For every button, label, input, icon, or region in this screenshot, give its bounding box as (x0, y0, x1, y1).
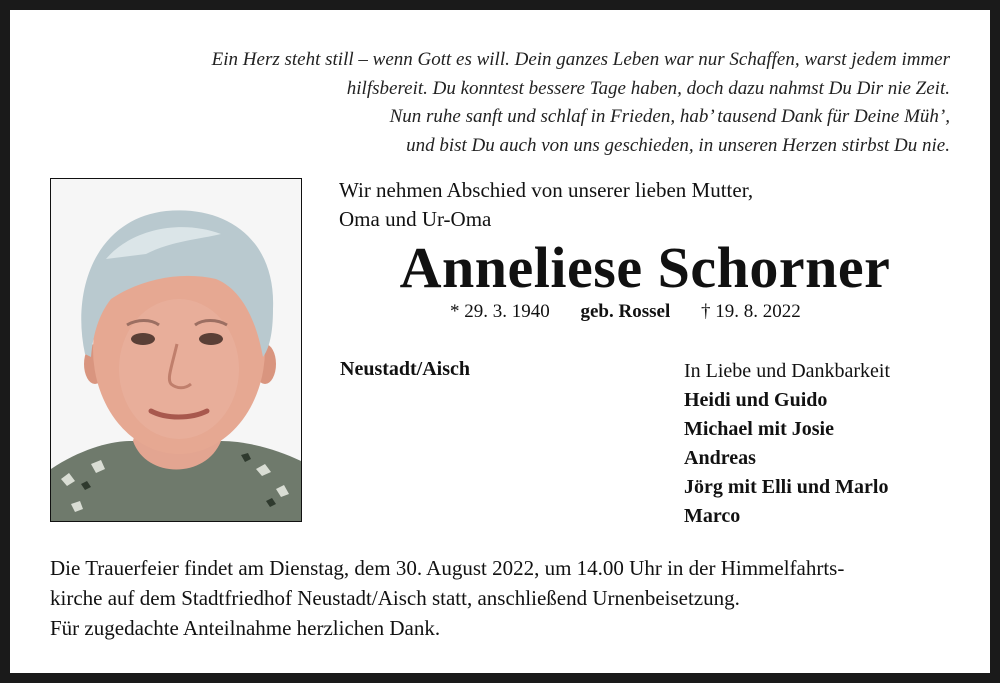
mourner-name: Heidi und Guido (684, 389, 828, 411)
location: Neustadt/Aisch (340, 358, 471, 380)
mourner-name: Michael mit Josie (684, 418, 834, 440)
death-date: † 19. 8. 2022 (700, 301, 801, 322)
birth-date: * 29. 3. 1940 (450, 301, 550, 322)
farewell-intro (339, 176, 753, 234)
poem-line: Nun ruhe sanft und schlaf in Frieden, hab’ tausend Dank für Deine Müh’, (389, 106, 950, 127)
life-dates (450, 301, 801, 323)
mourners-intro: In Liebe und Dankbarkeit (684, 360, 891, 382)
mourner-name: Marco (684, 505, 741, 527)
funeral-notice-line: Für zugedachte Anteilnahme herzlichen Dank. (50, 616, 441, 640)
portrait-illustration (51, 179, 301, 521)
farewell-intro-line: Oma und Ur-Oma (339, 207, 492, 231)
poem-line: und bist Du auch von uns geschieden, in unseren Herzen stirbst Du nie. (406, 134, 950, 156)
mourner-name: Andreas (684, 447, 756, 469)
mourners (684, 357, 890, 531)
mourner-name: Jörg mit Elli und Marlo (684, 476, 889, 498)
maiden-name: geb. Rossel (580, 301, 671, 322)
obituary-card (10, 10, 990, 673)
poem-line: Ein Herz steht still – wenn Gott es will. Dein ganzes Leben war nur Schaffen, warst jedem immer (211, 49, 950, 70)
portrait-photo (50, 178, 302, 522)
funeral-notice (50, 553, 844, 643)
deceased-name: Anneliese Schorner (399, 235, 891, 300)
farewell-intro-line: Wir nehmen Abschied von unserer lieben Mutter, (339, 178, 754, 202)
funeral-notice-line: kirche auf dem Stadtfriedhof Neustadt/Aisch statt, anschließend Urnenbeisetzung. (50, 586, 740, 610)
poem-line: hilfsbereit. Du konntest bessere Tage haben, doch dazu nahmst Du Dir nie Zeit. (346, 77, 950, 99)
poem (50, 46, 950, 160)
funeral-notice-line: Die Trauerfeier findet am Dienstag, dem 30. August 2022, um 14.00 Uhr in der Himmelfahrts- (50, 556, 845, 580)
